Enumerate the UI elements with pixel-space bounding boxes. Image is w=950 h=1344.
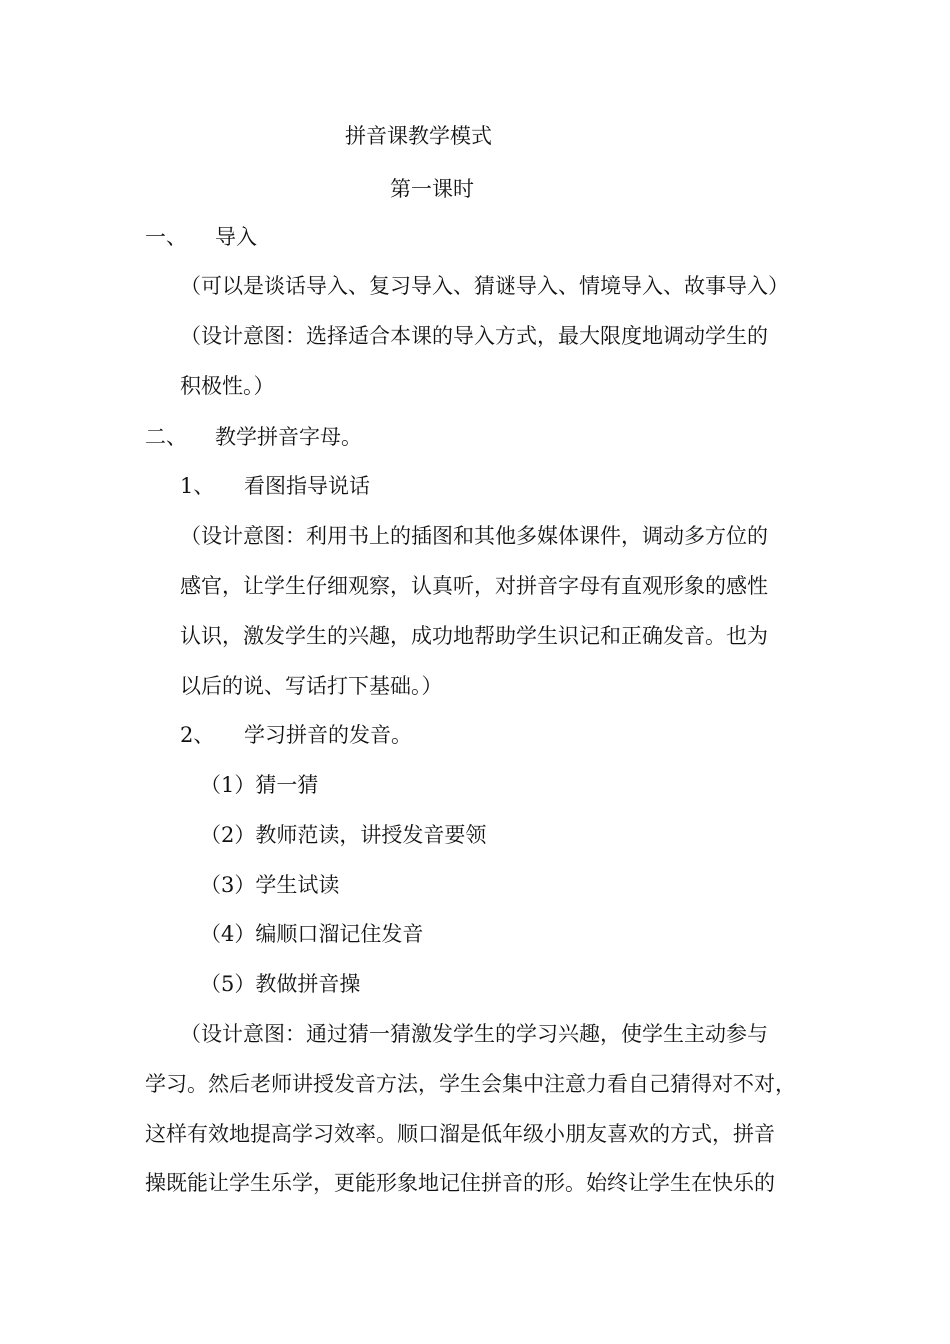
section-1-note: （可以是谈话导入、复习导入、猜谜导入、情境导入、故事导入） bbox=[180, 274, 789, 298]
section-1-design-line-2: 积极性。） bbox=[180, 374, 275, 398]
design-1-line-1: （设计意图：利用书上的插图和其他多媒体课件，调动多方位的 bbox=[180, 524, 768, 548]
design-1-line-3: 认识，激发学生的兴趣，成功地帮助学生识记和正确发音。也为 bbox=[180, 624, 768, 648]
subsection-2-number: 2、 bbox=[180, 723, 215, 747]
list-item: （1）猜一猜 bbox=[200, 773, 319, 797]
section-1-heading bbox=[145, 223, 257, 251]
section-1-title: 导入 bbox=[215, 225, 257, 249]
section-1-number: 一、 bbox=[145, 225, 187, 249]
design-1-line-4: 以后的说、写话打下基础。） bbox=[180, 674, 443, 698]
list-item: （2）教师范读，讲授发音要领 bbox=[200, 823, 487, 847]
list-item: （3）学生试读 bbox=[200, 873, 340, 897]
subsection-2-heading bbox=[180, 721, 412, 749]
design-1-line-2: 感官，让学生仔细观察，认真听，对拼音字母有直观形象的感性 bbox=[180, 574, 768, 598]
doc-subtitle: 第一课时 bbox=[390, 177, 474, 201]
list-item: （4）编顺口溜记住发音 bbox=[200, 922, 424, 946]
section-1-design-line-1: （设计意图：选择适合本课的导入方式，最大限度地调动学生的 bbox=[180, 324, 768, 348]
subsection-1-heading bbox=[180, 472, 370, 500]
section-2-title: 教学拼音字母。 bbox=[215, 425, 362, 449]
section-2-number: 二、 bbox=[145, 425, 187, 449]
subsection-1-title: 看图指导说话 bbox=[244, 474, 370, 498]
doc-title: 拼音课教学模式 bbox=[345, 124, 492, 148]
design-2-line-1: （设计意图：通过猜一猜激发学生的学习兴趣，使学生主动参与 bbox=[180, 1022, 768, 1046]
subsection-2-title: 学习拼音的发音。 bbox=[244, 723, 412, 747]
design-2-line-4: 操既能让学生乐学，更能形象地记住拼音的形。始终让学生在快乐的 bbox=[145, 1171, 775, 1195]
subsection-1-number: 1、 bbox=[180, 474, 215, 498]
design-2-line-2: 学习。然后老师讲授发音方法，学生会集中注意力看自己猜得对不对， bbox=[145, 1072, 796, 1096]
section-2-heading bbox=[145, 423, 362, 451]
list-item: （5）教做拼音操 bbox=[200, 972, 361, 996]
design-2-line-3: 这样有效地提高学习效率。顺口溜是低年级小朋友喜欢的方式，拼音 bbox=[145, 1122, 775, 1146]
